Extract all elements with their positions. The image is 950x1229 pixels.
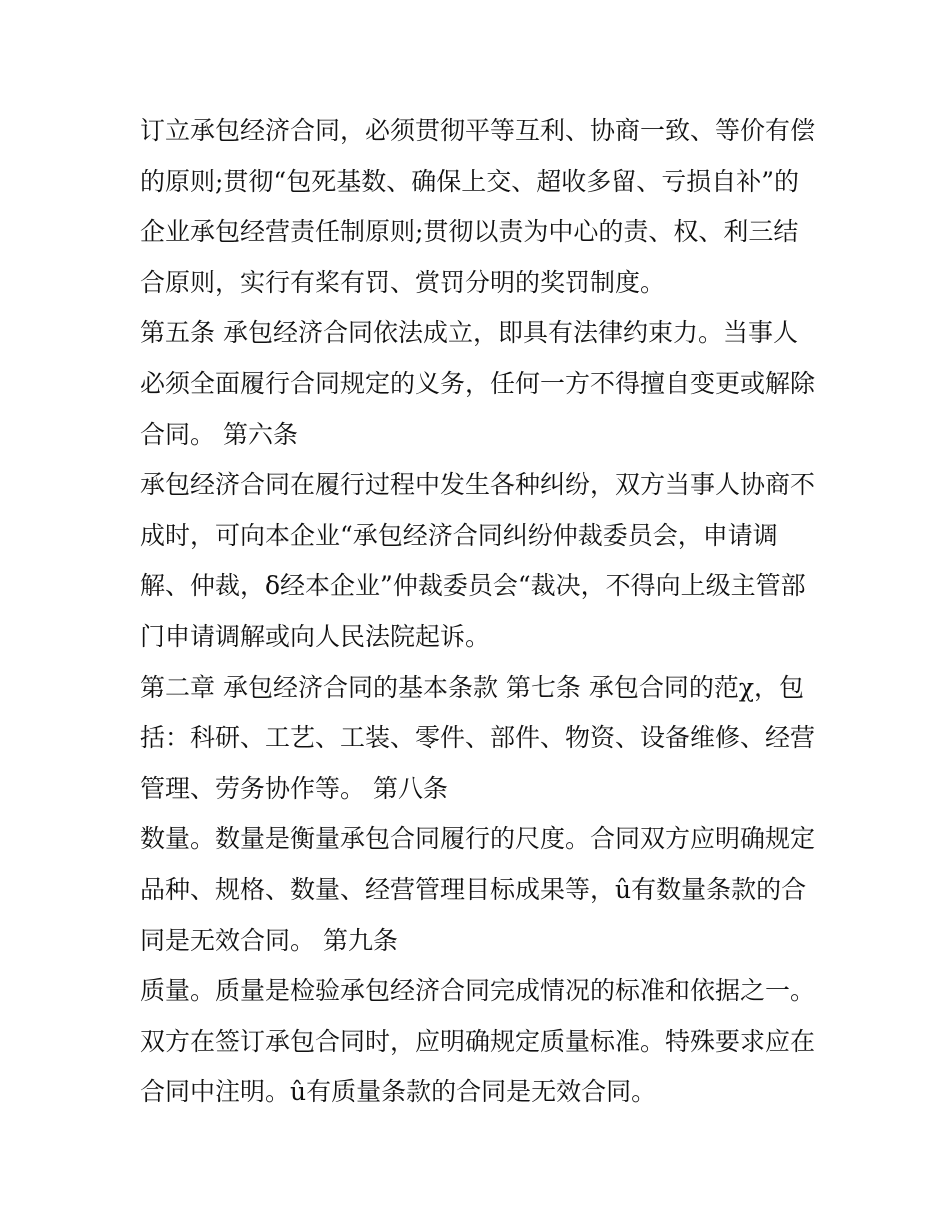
text-line: 第五条 承包经济合同依法成立，即具有法律约束力。当事人	[140, 318, 798, 348]
text-line: 括：科研、工艺、工装、零件、部件、物资、设备维修、经营	[140, 723, 816, 753]
text-line: 成时，可向本企业“承包经济合同纠纷仲裁委员会，申请调	[140, 520, 778, 550]
text-line: 品种、规格、数量、经营管理目标成果等，û有数量条款的合	[140, 874, 807, 904]
text-line: 合同。 第六条	[140, 419, 298, 449]
text-line: 同是无效合同。 第九条	[140, 925, 398, 955]
text-line: 解、仲裁，δ经本企业”仲裁委员会“裁决，不得向上级主管部	[140, 571, 806, 601]
text-line: 合同中注明。û有质量条款的合同是无效合同。	[140, 1077, 657, 1107]
text-line: 数量。数量是衡量承包合同履行的尺度。合同双方应明确规定	[140, 824, 816, 854]
text-line: 订立承包经济合同，必须贯彻平等互利、协商一致、等价有偿	[140, 116, 816, 145]
text-line: 承包经济合同在履行过程中发生各种纠纷，双方当事人协商不	[140, 470, 816, 500]
text-line: 的原则;贯彻“包死基数、确保上交、超收多留、亏损自补”的	[140, 166, 799, 196]
text-line: 管理、劳务协作等。 第八条	[140, 773, 448, 803]
text-line: 双方在签订承包合同时，应明确规定质量标准。特殊要求应在	[140, 1026, 816, 1056]
document-body	[140, 106, 820, 1118]
text-line: 合原则，实行有桨有罚、赏罚分明的奖罚制度。	[140, 267, 666, 297]
text-line: 必须全面履行合同规定的义务，任何一方不得擅自变更或解除	[140, 368, 816, 398]
text-line: 企业承包经营责任制原则;贯彻以责为中心的责、权、利三结	[140, 217, 799, 247]
text-line: 第二章 承包经济合同的基本条款 第七条 承包合同的范χ，包	[140, 672, 804, 702]
text-line: 质量。质量是检验承包经济合同完成情况的标准和依据之一。	[140, 976, 816, 1006]
text-line: 门申请调解或向人民法院起诉。	[140, 621, 491, 651]
